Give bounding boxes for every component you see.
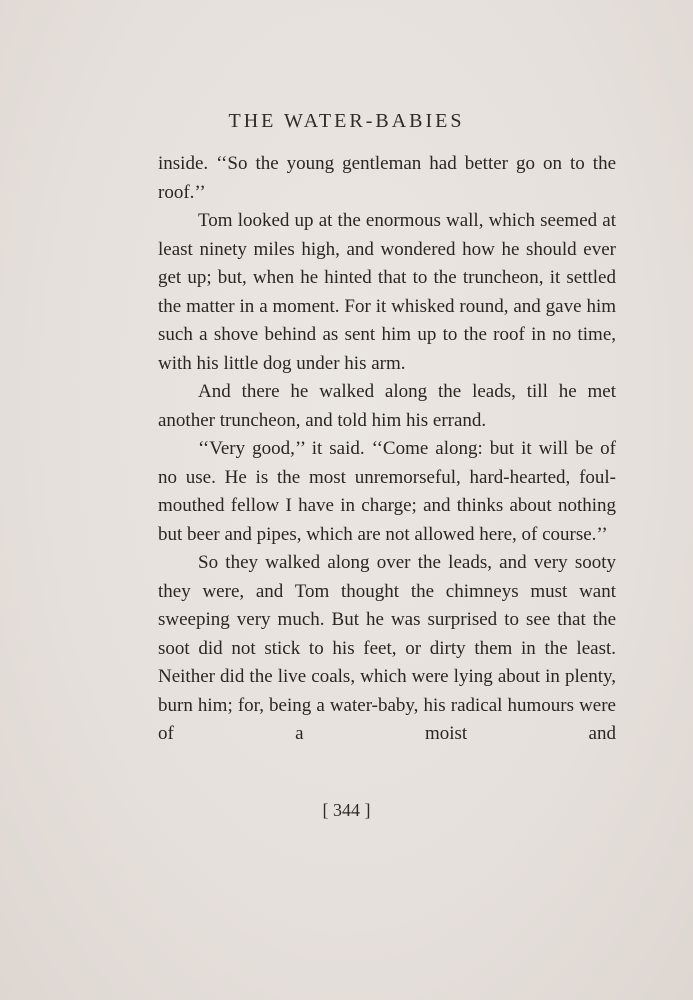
paragraph-3: And there he walked along the leads, till he met another truncheon, and told him his errand. [158,381,616,431]
body-text [158,150,616,749]
paragraph-1: inside. ‘‘So the young gentleman had better go on to the roof.’’ [158,153,616,203]
paragraph-2: Tom looked up at the enormous wall, which seemed at least ninety miles high, and wondered how he should ever get up; but, when he hinted that to the truncheon, it settled the matter in a moment. For it whisked round, and gave him such a shove behind as sent him up to the roof in no time, with his little dog under his arm. [158,210,616,374]
paragraph-4: ‘‘Very good,’’ it said. ‘‘Come along: but it will be of no use. He is the most unremorseful, hard-hearted, foul-mouthed fellow I have in charge; and thinks about nothing but beer and pipes, which are not allowed here, of course.’’ [158,438,616,545]
running-head: THE WATER-BABIES [228,110,465,132]
paragraph-5: So they walked along over the leads, and very sooty they were, and Tom thought the chimneys must want sweeping very much. But he was surprised to see that the soot did not stick to his feet, or dirty them in the least. Neither did the live coals, which were lying about in plenty, burn him; for, being a water-baby, his radical humours were of a moist and [158,552,616,744]
page-number: [ 344 ] [322,800,371,820]
